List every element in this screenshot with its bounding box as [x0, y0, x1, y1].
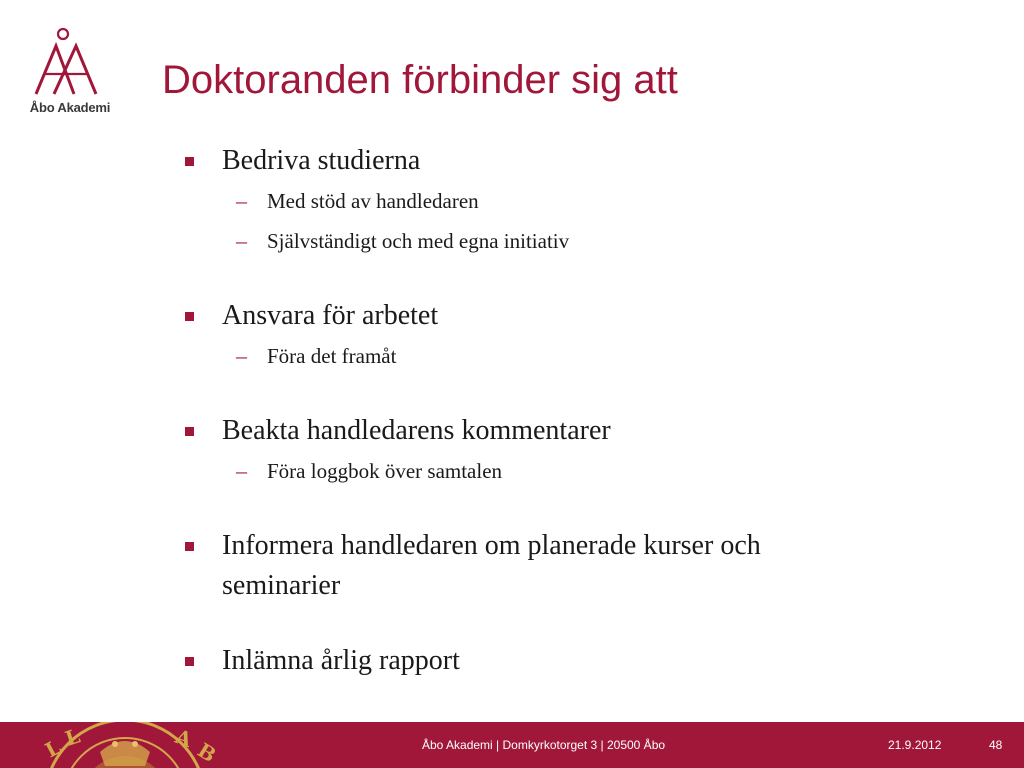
footer-bar [0, 722, 1024, 768]
sub-bullet-item [185, 451, 985, 491]
slide-content [185, 141, 985, 681]
dash-bullet-icon: – [236, 228, 247, 253]
square-bullet-icon [185, 542, 194, 551]
sub-bullet-text: Föra det framåt [267, 344, 397, 368]
abo-akademi-logo [22, 26, 118, 122]
bullet-text-line-2: seminarier [222, 570, 341, 601]
svg-text:B: B [193, 737, 221, 768]
svg-text:A: A [172, 724, 196, 753]
bullet-item [185, 296, 985, 336]
slide-title: Doktoranden förbinder sig att [162, 58, 678, 102]
sub-bullet-text: Självständigt och med egna initiativ [267, 229, 570, 253]
bullet-item [185, 141, 985, 181]
bullet-text: Inlämna årlig rapport [222, 645, 460, 676]
logo-mark-icon [22, 26, 118, 102]
bullet-item [185, 411, 985, 451]
university-seal-icon [20, 722, 240, 768]
sub-bullet-item [185, 336, 985, 376]
square-bullet-icon [185, 657, 194, 666]
bullet-text: Bedriva studierna [222, 145, 421, 176]
bullet-text-line-1: Informera handledaren om planerade kurser och [222, 530, 761, 561]
page-number: 48 [989, 738, 1003, 752]
dash-bullet-icon: – [236, 458, 247, 483]
square-bullet-icon [185, 312, 194, 321]
sub-bullet-text: Med stöd av handledaren [267, 189, 479, 213]
sub-bullet-item [185, 181, 985, 221]
footer-address: Åbo Akademi | Domkyrkotorget 3 | 20500 Åbo [422, 738, 666, 752]
sub-bullet-item [185, 221, 985, 261]
footer-date: 21.9.2012 [888, 738, 942, 752]
bullet-item [185, 641, 985, 681]
dash-bullet-icon: – [236, 188, 247, 213]
svg-text:L: L [41, 734, 65, 763]
logo-text: Åbo Akademi [29, 100, 111, 115]
sub-bullet-text: Föra loggbok över samtalen [267, 459, 503, 483]
bullet-item [185, 526, 985, 606]
dash-bullet-icon: – [236, 343, 247, 368]
bullet-text: Ansvara för arbetet [222, 300, 439, 331]
bullet-text: Beakta handledarens kommentarer [222, 415, 611, 446]
square-bullet-icon [185, 427, 194, 436]
square-bullet-icon [185, 157, 194, 166]
svg-text:L: L [62, 723, 83, 751]
